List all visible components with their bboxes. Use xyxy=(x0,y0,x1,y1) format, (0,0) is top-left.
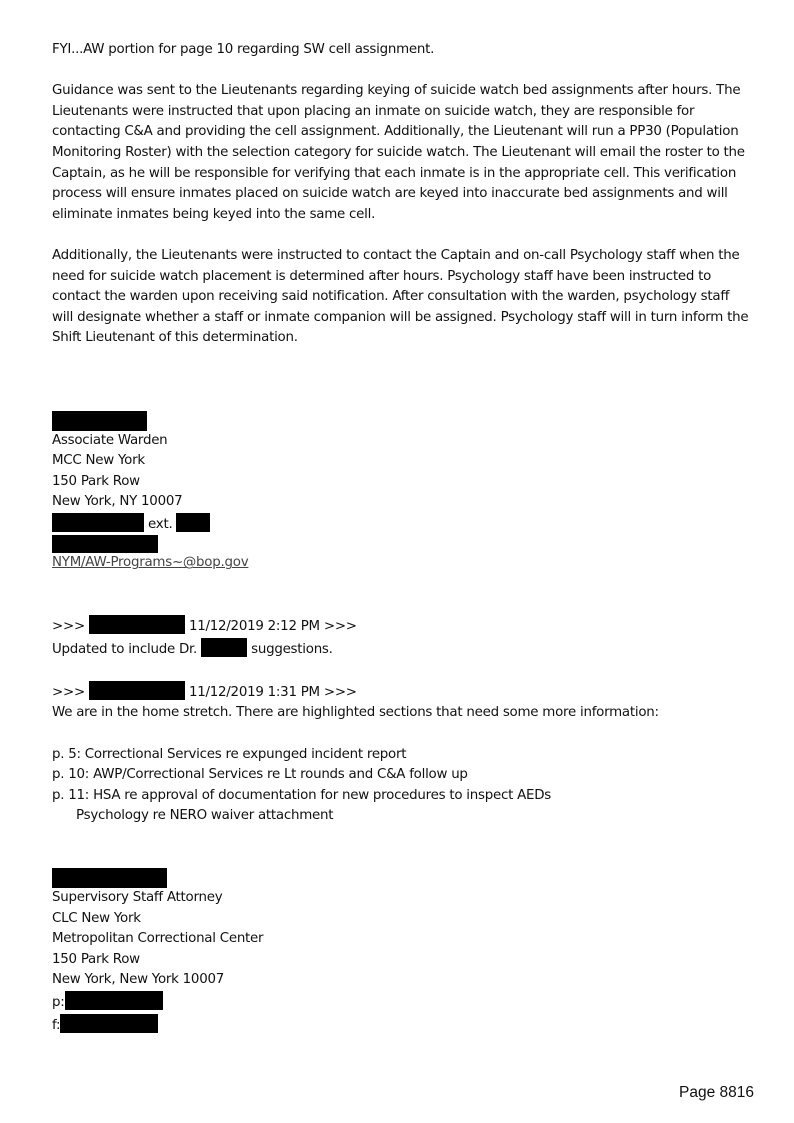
redacted-phone xyxy=(65,991,163,1010)
redacted-line xyxy=(52,535,158,553)
sig2-org2: Metropolitan Correctional Center xyxy=(52,931,264,947)
email-document xyxy=(52,40,752,1036)
paragraph-guidance: Guidance was sent to the Lieutenants regarding keying of suicide watch bed assignments after hours. The Lieutenants were instructed that upon placing an inmate on suicide watch, they are responsible for contacting C&A and providing the cell assignment. Additionally, the Lieutenant will run a PP30 (Population Monitoring Roster) with the selection category for suicide watch. The Lieutenant will email the roster to the Captain, as he will be responsible for verifying that each inmate is in the appropriate cell. This verification process will ensure inmates placed on suicide watch are keyed into inaccurate bed assignments and will eliminate inmates being keyed into the same cell. xyxy=(52,83,745,222)
message-body-2: We are in the home stretch. There are highlighted sections that need some more information: xyxy=(52,705,659,721)
quote-prefix: >>> xyxy=(52,684,85,700)
sig1-phone-line xyxy=(52,513,752,536)
ext-label: ext. xyxy=(148,516,173,532)
sig2-city: New York, New York 10007 xyxy=(52,972,224,988)
sig1-org: MCC New York xyxy=(52,453,145,469)
list-item: p. 11: HSA re approval of documentation for new procedures to inspect AEDs xyxy=(52,787,551,803)
redacted-name-block xyxy=(52,868,167,888)
quote-prefix: >>> xyxy=(52,619,85,635)
sig1-title: Associate Warden xyxy=(52,432,168,448)
sig2-phone-line: p: xyxy=(52,991,752,1014)
redacted-name-block xyxy=(52,411,147,431)
list-item: p. 10: AWP/Correctional Services re Lt rounds and C&A follow up xyxy=(52,767,468,783)
paragraph-additional: Additionally, the Lieutenants were instructed to contact the Captain and on-call Psychology staff when the need for suicide watch placement is determined after hours. Psychology staff have been instructed to contact the warden upon receiving said notification. After consultation with the warden, psychology staff will designate whether a staff or inmate companion will be assigned. Psychology staff will in turn inform the Shift Lieutenant of this determination. xyxy=(52,247,749,346)
message-header-2 xyxy=(52,681,752,704)
sig2-fax-line: f: xyxy=(52,1014,752,1037)
sig2-street: 150 Park Row xyxy=(52,951,140,967)
redacted-doctor xyxy=(201,638,247,657)
redacted-sender xyxy=(89,615,185,634)
sig1-street: 150 Park Row xyxy=(52,473,140,489)
sig2-title: Supervisory Staff Attorney xyxy=(52,890,223,905)
email-link[interactable]: NYM/AW-Programs~@bop.gov xyxy=(52,555,249,571)
page-number: Page 8816 xyxy=(679,1084,754,1101)
sig2-org: CLC New York xyxy=(52,910,141,926)
list-item: p. 5: Correctional Services re expunged incident report xyxy=(52,746,407,762)
message-timestamp: 11/12/2019 2:12 PM >>> xyxy=(188,619,357,635)
redacted-phone xyxy=(52,513,144,532)
message-body-1: Updated to include Dr. suggestions. xyxy=(52,638,752,661)
fyi-line: FYI...AW portion for page 10 regarding SW cell assignment. xyxy=(52,42,435,57)
list-item-continuation: Psychology re NERO waiver attachment xyxy=(76,808,334,824)
sig1-city: New York, NY 10007 xyxy=(52,494,183,510)
redacted-sender xyxy=(89,681,185,700)
message-header-1 xyxy=(52,615,752,638)
redacted-ext xyxy=(176,513,210,532)
message-timestamp: 11/12/2019 1:31 PM >>> xyxy=(188,684,357,700)
redacted-fax xyxy=(60,1014,158,1033)
